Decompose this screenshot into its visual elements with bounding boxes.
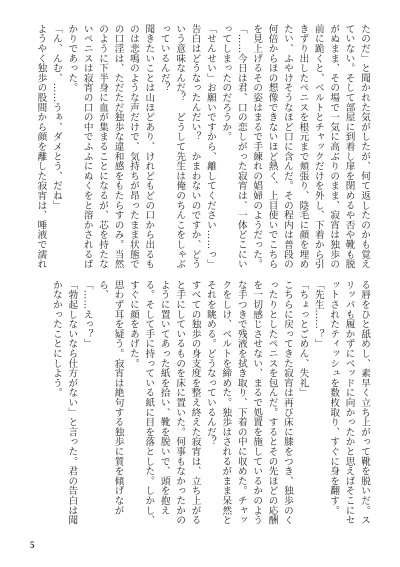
vertical-text-bottom: る唇をひと舐めし、素早く立ち上がって靴を脱いだ。スリッパも履かずにベッドに向かったかと思えばそこにセットされたティッシュを数枚取り、すぐに身を翻す。 「先生……？」 「ちょっとごめん、失礼」 こちらに戻ってきた寂宵は再び床に膝をつき、独歩のくったりとしたペニスを包んだ。するとその先ほどの応酬を一切感じさせない、まるで処置を施しているかのような手つきで残液を拭き取り、下着の中に収めた。チャックをしけ、ベルトを締めた。独歩はされるがまま呆然とそれを眺める。どうなっているんだ？ すべての独歩の身支度を整え終えた寂宵は、立ち上がると手にしているものを床に置いた。何事もなかったかのように置いてあった紙を拾い、靴を脱いで、頭を抱える。そして手に持っている紙に目を落とした。しかし、すぐに顔をあげた。 思わず耳を疑う。寂宵は絶句する独歩に質を傾げながら、 「……えっ？」 「勃起しないなら仕方がない」と言った。君の告白は聞かなかったことにしよう。 <box>50 280 370 525</box>
bottom-text-block <box>28 280 372 526</box>
top-text-block <box>28 24 372 270</box>
page-number: 5 <box>30 540 35 550</box>
vertical-text-top: たのだ」と聞かれた気がしたが、何て返したのかも覚えていない。そして部屋に到着し扉を閉めるや否や靴も脱がぬまま、その場で一気に高ぶりのまま、寂宵は独歩の前に跪くと、ベルトとチャックだけを外し、下着から引きずり出したペニスを根元まで頬張り、陰毛に顔を埋めたい、ふやけそうなほど口に含んだ。その程内は普段の何倍からほの想像できないほど熱く、上目使いでこちらを見上げるその姿はまるで手練れの娼婦のようだった。 「……今日は君、口の恋しがった寂宵は、一体どこにいってしまったのだろうか。 「せんせい」お願いですから、離してください……っ」 告白はどうなったんだい？ かまわないのですか、どういう意味なんだ？ どうして先生は俺のちんこをしゃぶっているんだ？ 聞きたいことは山ほどあり、けれどもどの口から出るものは悲鳴のような声だけで、気持ちが昂ったまま状態での口淫は、ただただ独歩な違和感をもたらすのみ。当然のように下半身に血が集まることになるが、芯を持たないペニスは寂宵の口の中でふふにぬくをと溶かされるばかりであった。 「ん、んむ、……うぁ、ダメとう、だね」 ようやく独歩の股間から顔を離した寂宵は、唾液で濡れ <box>35 24 370 269</box>
